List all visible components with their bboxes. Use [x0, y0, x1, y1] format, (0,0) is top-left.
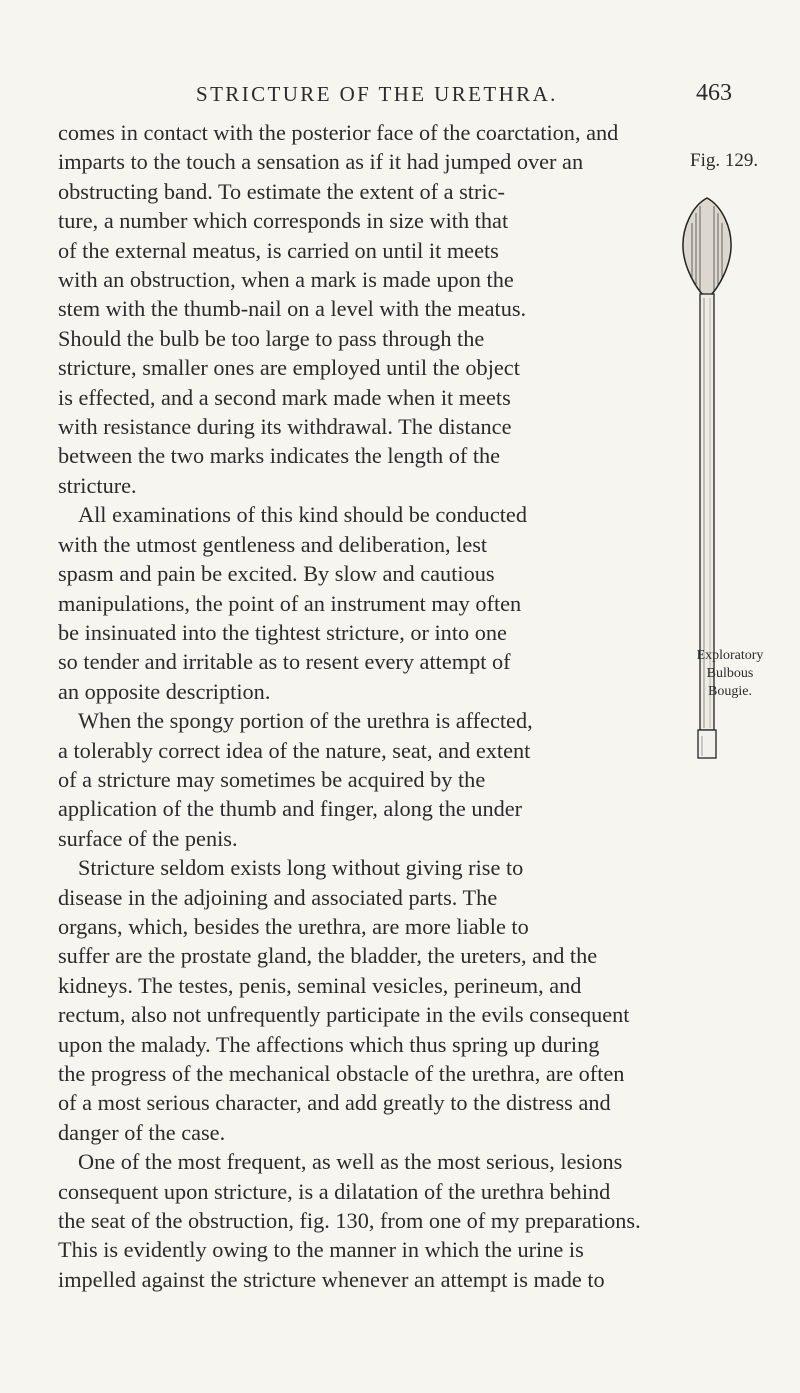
text-line: of a stricture may sometimes be acquired by the — [58, 766, 486, 792]
caption-line: Bulbous — [706, 666, 754, 681]
text-line: with an obstruction, when a mark is made upon the — [58, 267, 514, 293]
text-line: of the external meatus, is carried on until it meets — [58, 237, 499, 263]
text-line: the seat of the obstruction, fig. 130, from one of my preparations. — [58, 1208, 641, 1234]
text-line: All examinations of this kind should be conducted — [78, 502, 527, 528]
running-title: STRICTURE OF THE URETHRA. — [196, 82, 558, 106]
text-line: manipulations, the point of an instrument may often — [58, 590, 522, 616]
figure-label: Fig. 129. — [690, 150, 759, 171]
text-line: so tender and irritable as to resent every attempt of — [58, 649, 511, 675]
text-line: danger of the case. — [58, 1119, 226, 1145]
text-line: When the spongy portion of the urethra is affected, — [78, 708, 533, 734]
text-line: spasm and pain be excited. By slow and cautious — [58, 561, 495, 587]
text-line: is effected, and a second mark made when it meets — [58, 384, 511, 410]
text-line: a tolerably correct idea of the nature, seat, and extent — [58, 737, 531, 763]
text-line: between the two marks indicates the length of the — [58, 443, 501, 469]
text-line: impelled against the stricture whenever an attempt is made to — [58, 1266, 605, 1292]
text-line: upon the malady. The affections which thus spring up during — [58, 1031, 600, 1057]
text-line: rectum, also not unfrequently participate in the evils consequent — [58, 1002, 630, 1028]
text-line: kidneys. The testes, penis, seminal vesicles, perineum, and — [58, 972, 582, 998]
text-line: with resistance during its withdrawal. The distance — [58, 414, 512, 440]
text-line: consequent upon stricture, is a dilatation of the urethra behind — [58, 1178, 611, 1204]
text-line: obstructing band. To estimate the extent of a stric- — [58, 178, 505, 204]
text-line: Stricture seldom exists long without giving rise to — [78, 855, 524, 881]
text-line: comes in contact with the posterior face of the coarctation, and — [58, 120, 619, 145]
text-line: with the utmost gentleness and deliberation, lest — [58, 531, 488, 557]
text-line: an opposite description. — [58, 678, 271, 704]
text-line: disease in the adjoining and associated parts. The — [58, 884, 498, 910]
text-line: imparts to the touch a sensation as if it had jumped over an — [58, 149, 584, 175]
text-line: stricture. — [58, 472, 137, 498]
text-line: application of the thumb and finger, along the under — [58, 796, 523, 822]
caption-line: Exploratory — [696, 648, 764, 663]
text-line: suffer are the prostate gland, the bladder, the ureters, and the — [58, 943, 598, 969]
text-line: stem with the thumb-nail on a level with the meatus. — [58, 296, 527, 322]
text-line: Should the bulb be too large to pass through the — [58, 325, 485, 351]
text-line: be insinuated into the tightest stricture, or into one — [58, 619, 507, 645]
text-line: surface of the penis. — [58, 825, 238, 851]
text-line: This is evidently owing to the manner in which the urine is — [58, 1237, 584, 1263]
body-text — [58, 118, 748, 1294]
caption-line: Bougie. — [708, 684, 752, 699]
text-line: One of the most frequent, as well as the most serious, lesions — [78, 1149, 623, 1175]
text-line: of a most serious character, and add greatly to the distress and — [58, 1090, 611, 1116]
text-line: stricture, smaller ones are employed until the object — [58, 355, 520, 381]
text-line: organs, which, besides the urethra, are more liable to — [58, 913, 529, 939]
text-line: ture, a number which corresponds in size with that — [58, 208, 509, 234]
text-line: the progress of the mechanical obstacle of the urethra, are often — [58, 1061, 625, 1086]
page-number: 463 — [696, 80, 732, 106]
